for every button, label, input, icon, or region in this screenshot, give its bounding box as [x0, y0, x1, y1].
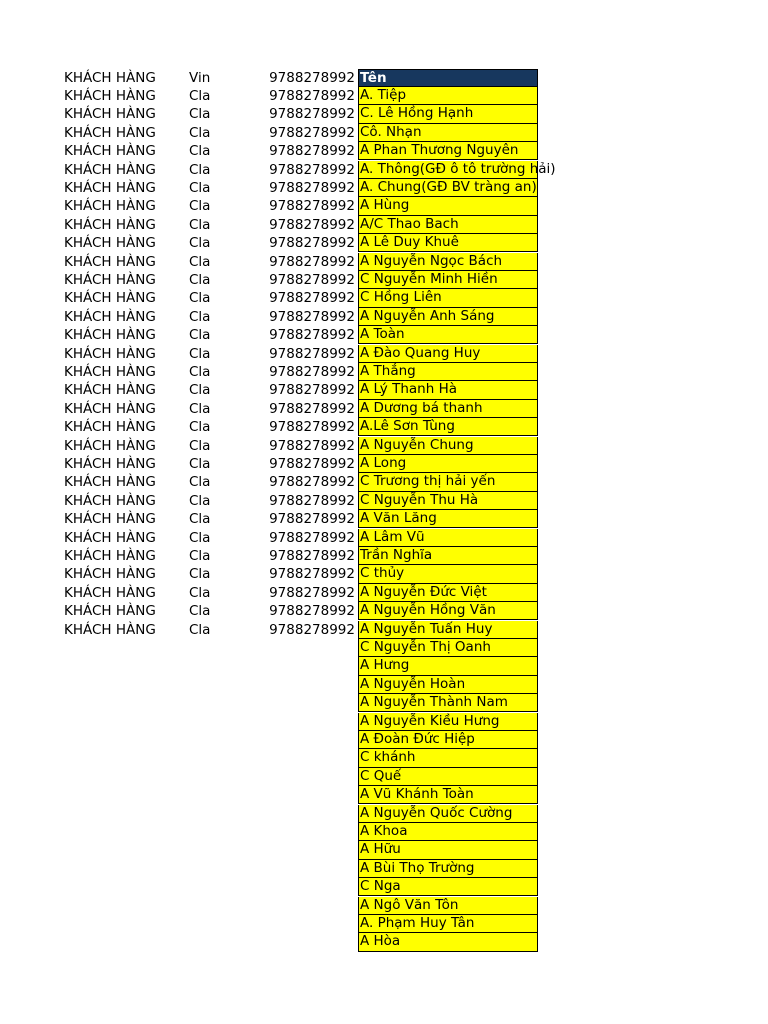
customer-row: [0, 529, 358, 547]
phone-number-cell[interactable]: 9788278992: [269, 327, 355, 344]
customer-type-cell[interactable]: KHÁCH HÀNG: [64, 216, 156, 233]
code-cell[interactable]: Cla: [189, 566, 211, 583]
code-cell[interactable]: Cla: [189, 124, 211, 141]
name-cell[interactable]: A Nguyễn Hồng Văn: [358, 602, 538, 620]
phone-number-cell[interactable]: 9788278992: [269, 179, 355, 196]
name-cell[interactable]: Cô. Nhạn: [358, 124, 538, 142]
phone-number-cell[interactable]: 9788278992: [269, 529, 355, 546]
phone-number-cell[interactable]: 9788278992: [269, 253, 355, 270]
phone-number-cell[interactable]: 9788278992: [269, 603, 355, 620]
name-cell[interactable]: A Phan Thương Nguyên: [358, 142, 538, 160]
customer-row: [0, 565, 358, 583]
customer-type-cell[interactable]: KHÁCH HÀNG: [64, 382, 156, 399]
customer-type-cell[interactable]: KHÁCH HÀNG: [64, 327, 156, 344]
customer-row: [0, 289, 358, 307]
code-cell[interactable]: Cla: [189, 382, 211, 399]
customer-row: [0, 400, 358, 418]
customer-row: [0, 216, 358, 234]
customer-type-cell[interactable]: KHÁCH HÀNG: [64, 308, 156, 325]
customer-row: [0, 510, 358, 528]
customer-type-cell[interactable]: KHÁCH HÀNG: [64, 621, 156, 638]
code-cell[interactable]: Cla: [189, 474, 211, 491]
customer-type-cell[interactable]: KHÁCH HÀNG: [64, 161, 156, 178]
name-cell[interactable]: A Văn Lăng: [358, 510, 538, 528]
code-cell[interactable]: Cla: [189, 161, 211, 178]
customer-type-cell[interactable]: KHÁCH HÀNG: [64, 419, 156, 436]
phone-number-cell[interactable]: 9788278992: [269, 455, 355, 472]
name-cell[interactable]: A Hữu: [358, 841, 538, 859]
customer-row: [0, 584, 358, 602]
customer-type-cell[interactable]: KHÁCH HÀNG: [64, 603, 156, 620]
code-cell[interactable]: Cla: [189, 584, 211, 601]
code-cell[interactable]: Cla: [189, 455, 211, 472]
name-cell[interactable]: C Nguyễn Thị Oanh: [358, 639, 538, 657]
phone-number-cell[interactable]: 9788278992: [269, 511, 355, 528]
customer-type-cell[interactable]: KHÁCH HÀNG: [64, 547, 156, 564]
name-cell[interactable]: C thủy: [358, 565, 538, 583]
name-column-header[interactable]: Tên: [358, 69, 538, 87]
name-cell[interactable]: A Vũ Khánh Toàn: [358, 786, 538, 804]
name-cell[interactable]: A Lê Duy Khuê: [358, 234, 538, 252]
name-cell[interactable]: A Nguyễn Đức Việt: [358, 584, 538, 602]
phone-number-cell[interactable]: 9788278992: [269, 492, 355, 509]
code-cell[interactable]: Cla: [189, 235, 211, 252]
customer-row: [0, 87, 358, 105]
customer-type-cell[interactable]: KHÁCH HÀNG: [64, 345, 156, 362]
phone-number-cell[interactable]: 9788278992: [269, 345, 355, 362]
name-cell[interactable]: A Bùi Thọ Trường: [358, 860, 538, 878]
customer-row: [0, 271, 358, 289]
phone-number-cell[interactable]: 9788278992: [269, 143, 355, 160]
customer-row: [0, 179, 358, 197]
customer-type-cell[interactable]: KHÁCH HÀNG: [64, 584, 156, 601]
customer-row: [0, 437, 358, 455]
code-cell[interactable]: Cla: [189, 621, 211, 638]
customer-type-cell[interactable]: KHÁCH HÀNG: [64, 179, 156, 196]
phone-number-cell[interactable]: 9788278992: [269, 124, 355, 141]
name-cell[interactable]: C Nguyễn Minh Hiền: [358, 271, 538, 289]
code-cell[interactable]: Cla: [189, 143, 211, 160]
customer-type-cell[interactable]: KHÁCH HÀNG: [64, 492, 156, 509]
name-cell[interactable]: A.Lê Sơn Tùng: [358, 418, 538, 436]
customer-type-cell[interactable]: KHÁCH HÀNG: [64, 437, 156, 454]
phone-number-cell[interactable]: 9788278992: [269, 106, 355, 123]
phone-number-cell[interactable]: 9788278992: [269, 437, 355, 454]
name-cell[interactable]: A Thắng: [358, 363, 538, 381]
customer-row: [0, 602, 358, 620]
phone-number-cell[interactable]: 9788278992: [269, 363, 355, 380]
code-cell[interactable]: Cla: [189, 198, 211, 215]
name-cell[interactable]: A Dương bá thanh: [358, 400, 538, 418]
customer-type-cell[interactable]: KHÁCH HÀNG: [64, 87, 156, 104]
phone-number-cell[interactable]: 9788278992: [269, 161, 355, 178]
name-cell[interactable]: A Đào Quang Huy: [358, 345, 538, 363]
code-cell[interactable]: Cla: [189, 363, 211, 380]
code-cell[interactable]: Cla: [189, 345, 211, 362]
customer-type-cell[interactable]: KHÁCH HÀNG: [64, 363, 156, 380]
customer-type-cell[interactable]: KHÁCH HÀNG: [64, 400, 156, 417]
name-cell[interactable]: A Toàn: [358, 326, 538, 344]
customer-row: [0, 161, 358, 179]
code-cell[interactable]: Cla: [189, 511, 211, 528]
customer-row: [0, 455, 358, 473]
code-cell[interactable]: Cla: [189, 216, 211, 233]
code-cell[interactable]: Cla: [189, 529, 211, 546]
customer-type-cell[interactable]: KHÁCH HÀNG: [64, 235, 156, 252]
phone-number-cell[interactable]: 9788278992: [269, 419, 355, 436]
name-cell[interactable]: A Khoa: [358, 823, 538, 841]
name-cell[interactable]: A Nguyễn Ngọc Bách: [358, 253, 538, 271]
customer-row: [0, 234, 358, 252]
phone-number-cell[interactable]: 9788278992: [269, 547, 355, 564]
code-cell[interactable]: Cla: [189, 308, 211, 325]
customer-type-cell[interactable]: KHÁCH HÀNG: [64, 474, 156, 491]
name-cell[interactable]: C Quế: [358, 768, 538, 786]
phone-number-cell[interactable]: 9788278992: [269, 400, 355, 417]
customer-row: [0, 473, 358, 491]
customer-row: [0, 197, 358, 215]
customer-type-cell[interactable]: KHÁCH HÀNG: [64, 511, 156, 528]
customer-row: [0, 308, 358, 326]
code-cell[interactable]: Cla: [189, 106, 211, 123]
name-cell[interactable]: A Nguyễn Tuấn Huy: [358, 621, 538, 639]
code-cell[interactable]: Cla: [189, 603, 211, 620]
name-cell[interactable]: A Lâm Vũ: [358, 529, 538, 547]
customer-row: [0, 105, 358, 123]
customer-type-cell[interactable]: KHÁCH HÀNG: [64, 290, 156, 307]
code-cell[interactable]: Cla: [189, 437, 211, 454]
name-cell[interactable]: A Lý Thanh Hà: [358, 381, 538, 399]
phone-number-cell[interactable]: 9788278992: [269, 216, 355, 233]
customer-row: [0, 253, 358, 271]
customer-type-cell[interactable]: KHÁCH HÀNG: [64, 198, 156, 215]
customer-row: [0, 621, 358, 639]
name-cell[interactable]: A Ngô Văn Tôn: [358, 897, 538, 915]
name-cell[interactable]: A Hưng: [358, 657, 538, 675]
customer-row: [0, 418, 358, 436]
code-cell[interactable]: Vin: [189, 69, 211, 86]
code-cell[interactable]: Cla: [189, 419, 211, 436]
name-cell[interactable]: C. Lê Hồng Hạnh: [358, 105, 538, 123]
code-cell[interactable]: Cla: [189, 400, 211, 417]
phone-number-cell[interactable]: 9788278992: [269, 198, 355, 215]
customer-row: [0, 363, 358, 381]
name-cell[interactable]: A. Thông(GĐ ô tô trường hải): [358, 161, 538, 179]
phone-number-cell[interactable]: 9788278992: [269, 621, 355, 638]
customer-type-cell[interactable]: KHÁCH HÀNG: [64, 566, 156, 583]
phone-number-cell[interactable]: 9788278992: [269, 566, 355, 583]
customer-type-cell[interactable]: KHÁCH HÀNG: [64, 106, 156, 123]
name-cell[interactable]: A Nguyễn Chung: [358, 437, 538, 455]
name-cell[interactable]: A Hùng: [358, 197, 538, 215]
name-cell[interactable]: A. Chung(GĐ BV tràng an): [358, 179, 538, 197]
customer-row: [0, 492, 358, 510]
customer-row: [0, 124, 358, 142]
customer-type-cell[interactable]: KHÁCH HÀNG: [64, 143, 156, 160]
phone-number-cell[interactable]: 9788278992: [269, 69, 355, 86]
name-cell[interactable]: C khánh: [358, 749, 538, 767]
customer-row: [0, 381, 358, 399]
customer-type-cell[interactable]: KHÁCH HÀNG: [64, 124, 156, 141]
name-cell[interactable]: A Nguyễn Hoàn: [358, 676, 538, 694]
customer-type-cell[interactable]: KHÁCH HÀNG: [64, 455, 156, 472]
code-cell[interactable]: Cla: [189, 87, 211, 104]
name-cell[interactable]: C Nguyễn Thu Hà: [358, 492, 538, 510]
name-cell[interactable]: A Nguyễn Quốc Cường: [358, 805, 538, 823]
customer-row: [0, 547, 358, 565]
code-cell[interactable]: Cla: [189, 327, 211, 344]
customer-type-cell[interactable]: KHÁCH HÀNG: [64, 271, 156, 288]
name-cell[interactable]: C Hồng Liên: [358, 289, 538, 307]
name-cell[interactable]: A Đoàn Đức Hiệp: [358, 731, 538, 749]
name-cell[interactable]: A Nguyễn Kiều Hưng: [358, 713, 538, 731]
code-cell[interactable]: Cla: [189, 271, 211, 288]
name-cell[interactable]: Trần Nghĩa: [358, 547, 538, 565]
customer-type-cell[interactable]: KHÁCH HÀNG: [64, 69, 156, 86]
customer-type-cell[interactable]: KHÁCH HÀNG: [64, 529, 156, 546]
code-cell[interactable]: Cla: [189, 179, 211, 196]
phone-number-cell[interactable]: 9788278992: [269, 235, 355, 252]
phone-number-cell[interactable]: 9788278992: [269, 87, 355, 104]
customer-row: [0, 142, 358, 160]
name-cell[interactable]: A/C Thao Bach: [358, 216, 538, 234]
name-cell[interactable]: A Nguyễn Thành Nam: [358, 694, 538, 712]
name-cell[interactable]: A Hòa: [358, 933, 538, 951]
name-cell[interactable]: A Nguyễn Anh Sáng: [358, 308, 538, 326]
name-cell[interactable]: A. Tiệp: [358, 87, 538, 105]
name-cell[interactable]: C Trương thị hải yến: [358, 473, 538, 491]
name-cell[interactable]: C Nga: [358, 878, 538, 896]
code-cell[interactable]: Cla: [189, 547, 211, 564]
customer-row: [0, 345, 358, 363]
code-cell[interactable]: Cla: [189, 253, 211, 270]
phone-number-cell[interactable]: 9788278992: [269, 308, 355, 325]
code-cell[interactable]: Cla: [189, 290, 211, 307]
phone-number-cell[interactable]: 9788278992: [269, 474, 355, 491]
name-cell[interactable]: A Long: [358, 455, 538, 473]
customer-row: [0, 69, 358, 87]
phone-number-cell[interactable]: 9788278992: [269, 382, 355, 399]
customer-row: [0, 326, 358, 344]
phone-number-cell[interactable]: 9788278992: [269, 584, 355, 601]
code-cell[interactable]: Cla: [189, 492, 211, 509]
customer-type-cell[interactable]: KHÁCH HÀNG: [64, 253, 156, 270]
phone-number-cell[interactable]: 9788278992: [269, 290, 355, 307]
phone-number-cell[interactable]: 9788278992: [269, 271, 355, 288]
name-cell[interactable]: A. Phạm Huy Tân: [358, 915, 538, 933]
